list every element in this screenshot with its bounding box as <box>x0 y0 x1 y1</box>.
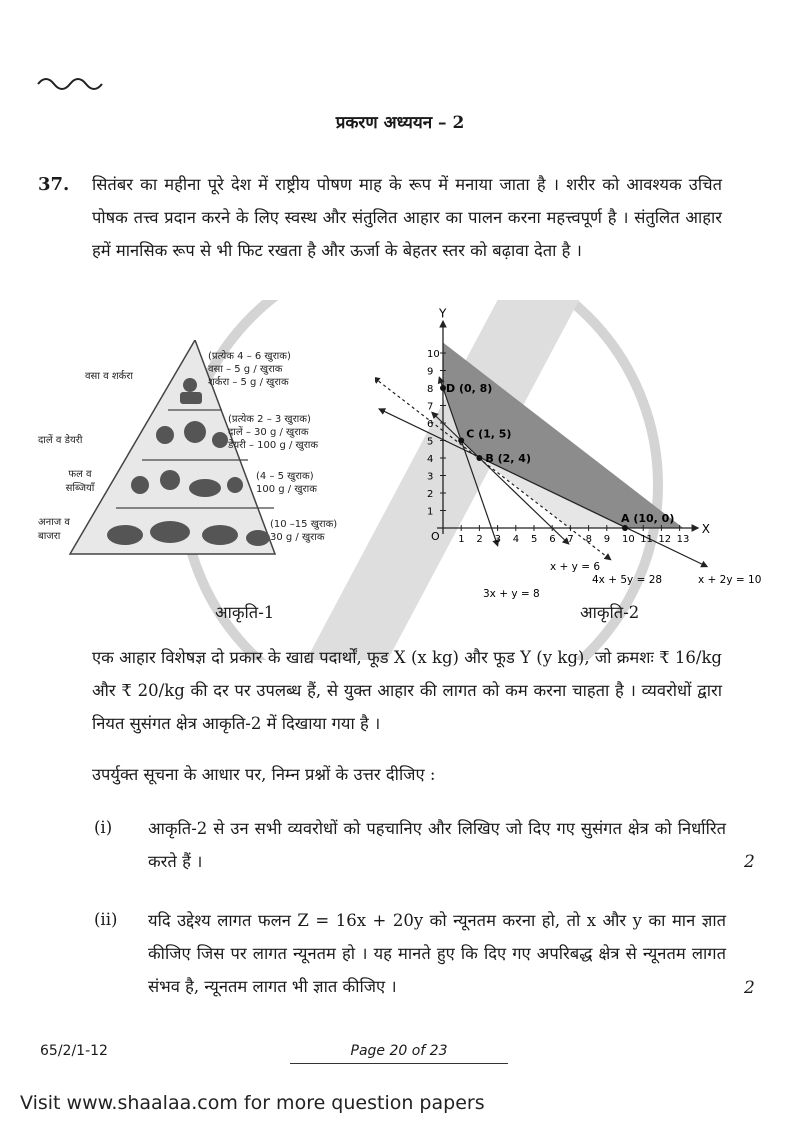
x-tick-label: 7 <box>567 534 574 545</box>
tier-label-fruits: फल व सब्जियाँ <box>65 469 95 494</box>
lp-graph <box>375 295 775 600</box>
question-i-marks: 2 <box>744 852 755 872</box>
y-tick-label: 1 <box>427 506 434 518</box>
tier-info-fruits <box>256 470 317 496</box>
x-tick-label: 3 <box>494 534 501 545</box>
tier-info-pulses <box>228 413 318 452</box>
tier-info-line: वसा – 5 g / खुराक <box>208 364 283 375</box>
figure1-caption: आकृति-1 <box>215 603 275 622</box>
visit-link-text: Visit www.shaalaa.com for more question papers <box>20 1092 485 1114</box>
tier-info-line: (4 – 5 खुराक) <box>256 471 314 482</box>
tier-info-line: दालें – 30 g / खुराक <box>228 427 309 438</box>
y-tick-label: 3 <box>427 471 434 483</box>
x-tick-label: 2 <box>476 534 483 545</box>
y-tick-label: 9 <box>427 366 434 378</box>
tier-info-line: 30 g / खुराक <box>270 532 325 543</box>
body-paragraph: एक आहार विशेषज्ञ दो प्रकार के खाद्य पदार्थों, फूड X (x kg) और फूड Y (y kg), जो क्रमशः ₹ 16/kg और ₹ 20/kg की दर पर उपलब्ध हैं, से युक्त आहार की लागत को कम करना चाहता है । व्यवरोधों द्वारा नियत सुसंगत क्षेत्र आकृति-2 में दिखाया गया है । <box>92 648 722 733</box>
section-title: प्रकरण अध्ययन – 2 <box>335 113 465 133</box>
y-tick-label: 10 <box>427 349 440 360</box>
wave-mark <box>36 72 106 94</box>
tier-info-fats <box>208 350 291 389</box>
tier-info-line: (10 –15 खुराक) <box>270 519 338 530</box>
question-i-number: (i) <box>94 818 113 837</box>
tier-info-line: 100 g / खुराक <box>256 484 317 495</box>
y-tick-label: 6 <box>427 419 434 430</box>
y-tick-label: 4 <box>427 454 434 465</box>
x-tick-label: 12 <box>658 534 672 545</box>
question-ii-number: (ii) <box>94 910 118 929</box>
tier-info-line: शर्करा – 5 g / खुराक <box>208 377 289 388</box>
corner-point <box>476 455 482 461</box>
tier-label-cereals: अनाज व बाजरा <box>38 517 70 542</box>
x-tick-label: 6 <box>549 534 556 545</box>
tier-info-line: (प्रत्येक 2 – 3 खुराक) <box>228 414 311 425</box>
constraint-label: 4x + 5y = 28 <box>592 574 663 586</box>
x-tick-label: 4 <box>512 534 520 545</box>
figure2-caption: आकृति-2 <box>580 603 640 622</box>
x-tick-label: 8 <box>585 534 592 545</box>
x-tick-label: 5 <box>531 534 538 545</box>
y-axis-label: Y <box>439 306 447 321</box>
tier-info-line: (प्रत्येक 4 – 6 खुराक) <box>208 351 291 362</box>
corner-point-label: C (1, 5) <box>466 427 512 441</box>
corner-point-label: D (0, 8) <box>446 382 493 395</box>
x-tick-label: 1 <box>458 534 465 545</box>
corner-point <box>458 438 464 444</box>
constraint-label: x + y = 6 <box>550 561 601 573</box>
y-tick-label: 8 <box>427 384 434 395</box>
y-tick-label: 2 <box>427 489 434 500</box>
intro-paragraph: सितंबर का महीना पूरे देश में राष्ट्रीय पोषण माह के रूप में मनाया जाता है । शरीर को आवश्यक उचित पोषक तत्त्व प्रदान करने के लिए स्वस्थ और संतुलित आहार का पालन करना महत्त्वपूर्ण है । संतुलित आहार हमें मानसिक रूप से भी फिट रखता है और ऊर्जा के बेहतर स्तर को बढ़ावा देता है । <box>92 175 722 260</box>
x-tick-label: 10 <box>622 534 635 545</box>
corner-point-label: A (10, 0) <box>621 512 675 525</box>
y-tick-label: 7 <box>427 401 434 413</box>
tier-info-cereals <box>270 518 337 544</box>
paper-code: 65/2/1-12 <box>40 1043 108 1059</box>
corner-point-label: B (2, 4) <box>485 452 531 465</box>
tier-label-pulses: दालें व डेयरी <box>38 435 83 446</box>
question-i-text: आकृति-2 से उन सभी व्यवरोधों को पहचानिए और लिखिए जो दिए गए सुसंगत क्षेत्र को निर्धारित करते हैं । <box>148 819 726 871</box>
instruction-text: उपर्युक्त सूचना के आधार पर, निम्न प्रश्नों के उत्तर दीजिए : <box>92 765 436 784</box>
constraint-label: 3x + y = 8 <box>483 588 540 600</box>
constraint-label: x + 2y = 10 <box>698 574 762 586</box>
question-number: 37. <box>38 174 70 195</box>
x-tick-label: 13 <box>676 534 690 545</box>
tier-info-line: डेयरी – 100 g / खुराक <box>228 440 319 451</box>
y-tick-label: 5 <box>427 436 434 448</box>
page-number: Page 20 of 23 <box>290 1043 508 1064</box>
tier-label-fats: वसा व शर्करा <box>85 371 133 382</box>
x-tick-label: 9 <box>603 534 611 545</box>
x-tick-label: 11 <box>640 534 653 545</box>
food-pyramid-figure <box>30 340 360 565</box>
origin-label: O <box>431 530 440 543</box>
question-ii-text: यदि उद्देश्य लागत फलन Z = 16x + 20y को न्यूनतम करना हो, तो x और y का मान ज्ञात कीजिए जिस पर लागत न्यूनतम हो । यह मानते हुए कि दिए गए अपरिबद्ध क्षेत्र से न्यूनतम लागत संभव है, न्यूनतम लागत भी ज्ञात कीजिए । <box>148 911 726 996</box>
question-ii-marks: 2 <box>744 978 755 998</box>
x-axis-label: X <box>701 522 711 536</box>
corner-point <box>622 525 628 531</box>
